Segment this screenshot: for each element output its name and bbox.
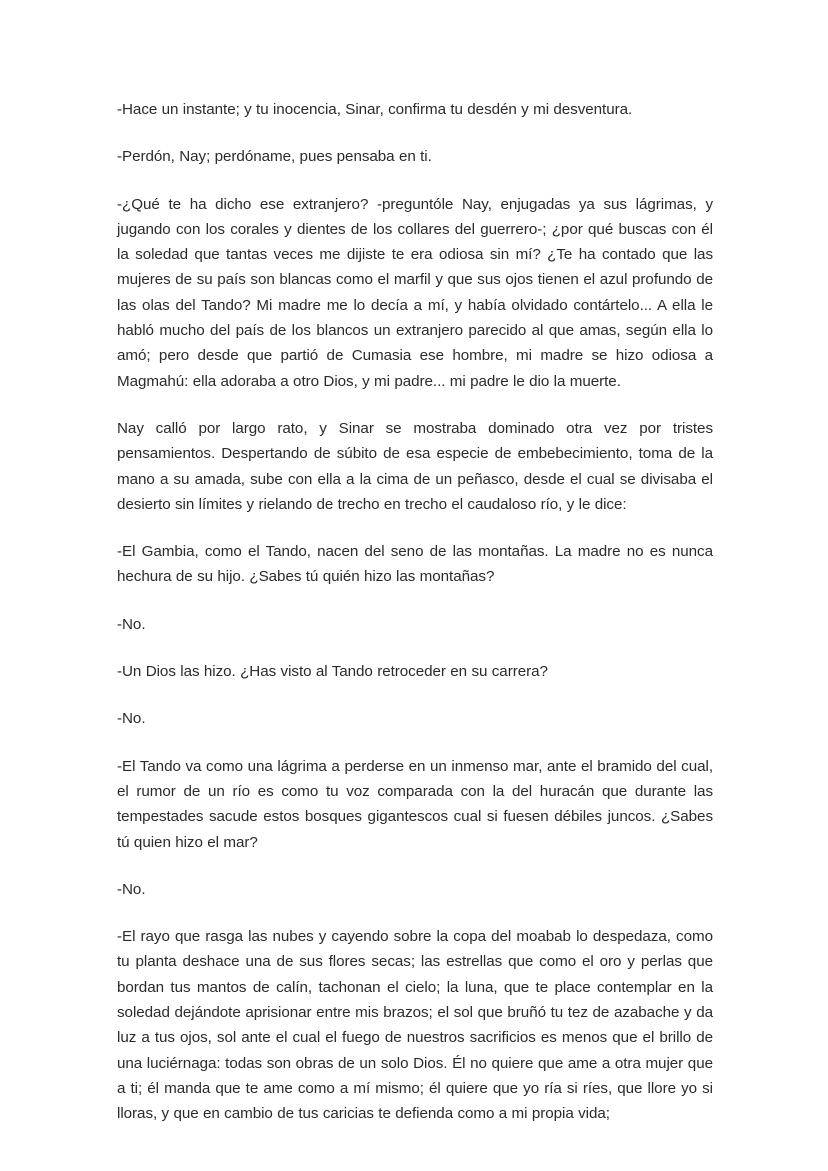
paragraph: -Perdón, Nay; perdóname, pues pensaba en ti. — [117, 148, 432, 166]
paragraph: -No. — [117, 880, 146, 898]
paragraph: -El rayo que rasga las nubes y cayendo sobre la copa del moabab lo despedaza, como tu planta deshace una de sus flores secas; las estrellas que como el oro y perlas que bordan tus mantos de calín, tachonan el cielo; la luna, que te place contemplar en la soledad dejándote aprisionar entre mis brazos; el sol que bruñó tu tez de azabache y da luz a tus ojos, sol ante el cual el fuego de nuestros sacrificios es menos que el brillo de una luciérnaga: todas son obras de un solo Dios. Él no quiere que ame a otra mujer que a ti; él manda que te ame como a mí mismo; él quiere que yo ría si ríes, que llore yo si lloras, y que en cambio de tus caricias te defienda como a mi propia vida; — [117, 928, 713, 1123]
paragraph: -¿Qué te ha dicho ese extranjero? -preguntóle Nay, enjugadas ya sus lágrimas, y jugando con los corales y dientes de los collares del guerrero-; ¿por qué buscas con él la soledad que tantas veces me dijiste te era odiosa sin mí? ¿Te ha contado que las mujeres de su país son blancas como el marfil y que sus ojos tienen el azul profundo de las olas del Tando? Mi madre me lo decía a mí, y había olvidado contártelo... A ella le habló mucho del país de los blancos un extranjero parecido al que amas, según ella lo amó; pero desde que partió de Cumasia ese hombre, mi madre se hizo odiosa a Magmahú: ella adoraba a otro Dios, y mi padre... mi padre le dio la muerte. — [117, 195, 713, 390]
text-column — [117, 97, 713, 1127]
paragraph: -No. — [117, 710, 146, 728]
paragraph: -El Tando va como una lágrima a perderse en un inmenso mar, ante el bramido del cual, el rumor de un río es como tu voz comparada con la del huracán que durante las tempestades sacude estos bosques gigantescos cual si fuesen débiles juncos. ¿Sabes tú quien hizo el mar? — [117, 757, 713, 851]
paragraph: -El Gambia, como el Tando, nacen del seno de las montañas. La madre no es nunca hechura de su hijo. ¿Sabes tú quién hizo las montañas? — [117, 543, 713, 586]
paragraph: -No. — [117, 615, 146, 633]
paragraph: Nay calló por largo rato, y Sinar se mostraba dominado otra vez por tristes pensamientos. Despertando de súbito de esa especie de embebecimiento, toma de la mano a su amada, sube con ella a la cima de un peñasco, desde el cual se divisaba el desierto sin límites y rielando de trecho en trecho el caudaloso río, y le dice: — [117, 419, 713, 513]
paragraph: -Hace un instante; y tu inocencia, Sinar, confirma tu desdén y mi desventura. — [117, 101, 633, 118]
paragraph: -Un Dios las hizo. ¿Has visto al Tando retroceder en su carrera? — [117, 663, 548, 681]
